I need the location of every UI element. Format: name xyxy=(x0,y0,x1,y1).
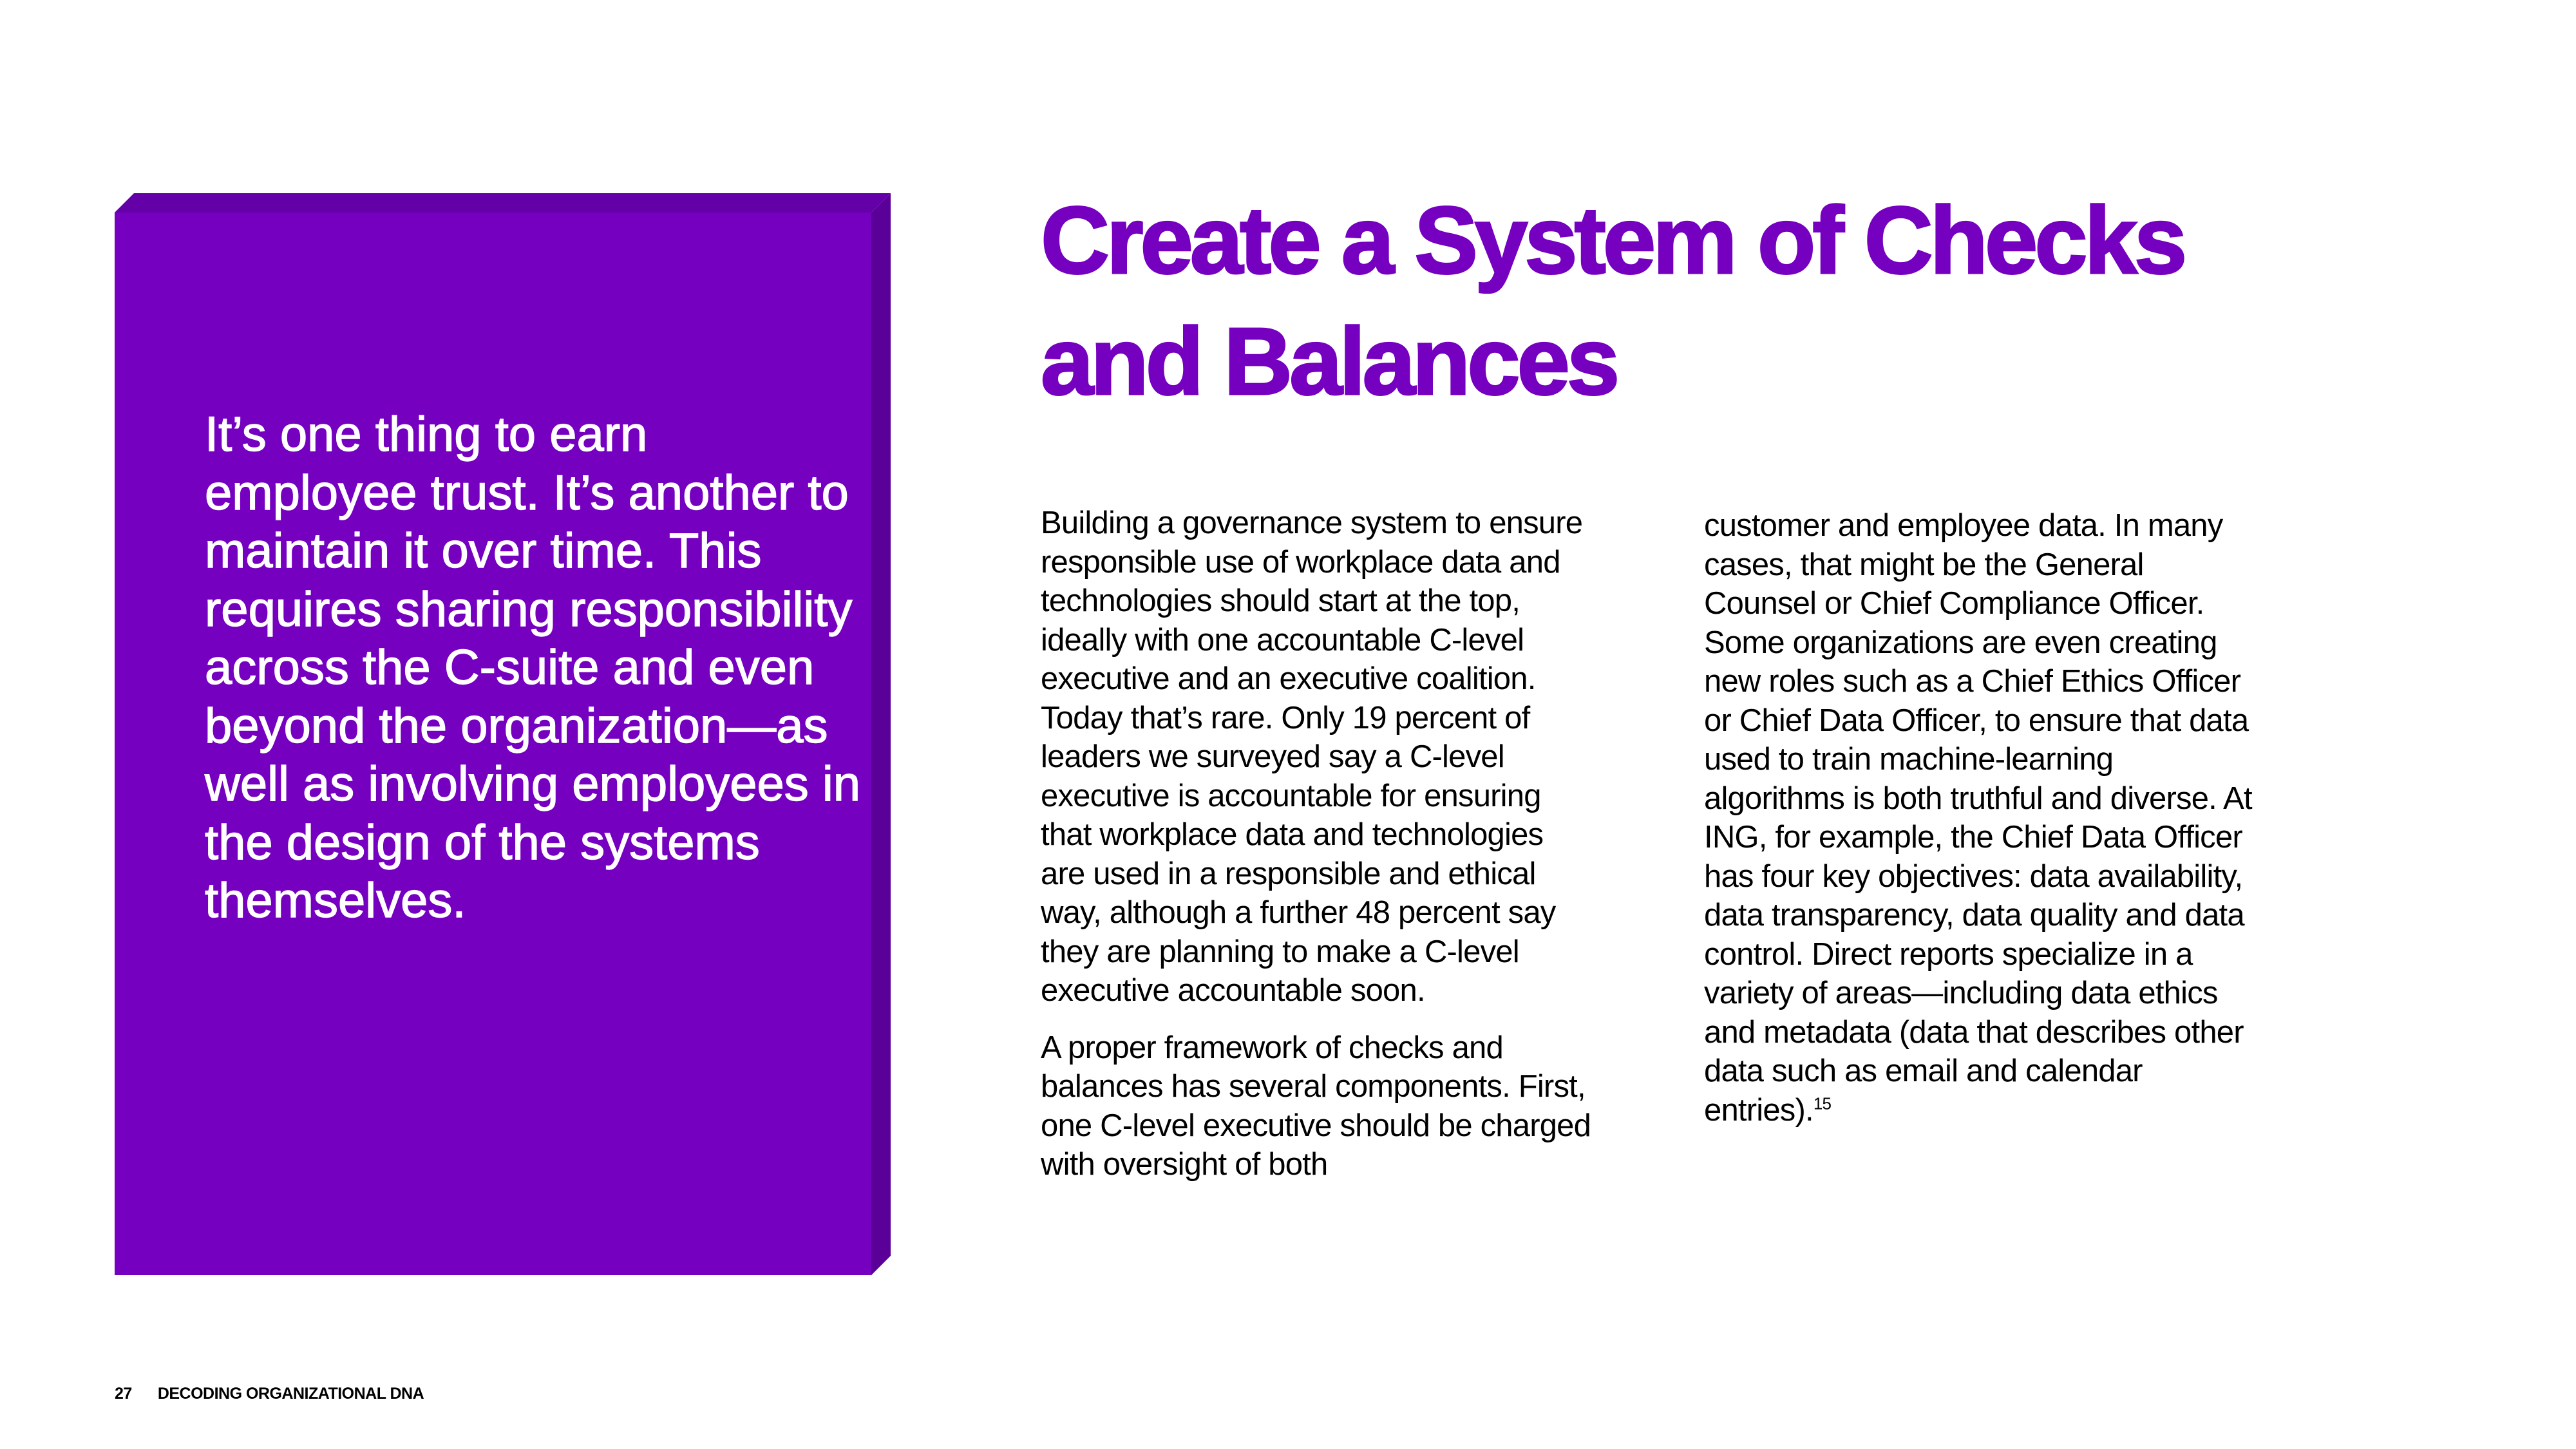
footer-section-title: DECODING ORGANIZATIONAL DNA xyxy=(157,1385,424,1403)
page-number: 27 xyxy=(115,1385,132,1403)
footnote-reference[interactable]: 15 xyxy=(1813,1094,1832,1113)
page-title xyxy=(1041,180,2458,422)
page-footer xyxy=(115,1385,424,1403)
quote-box-top-edge xyxy=(115,193,891,213)
body-column-right xyxy=(1704,506,2258,1130)
body-paragraph-1: Building a governance system to ensure responsible use of workplace data and technologies should start at the top, ideally with one accountable C-level executive and an executive coalition. Today that’s rare. Only 19 percent of leaders we surveyed say a C-level executive is accountable for ensuring that workplace data and technologies are used in a responsible and ethical way, although a further 48 percent say they are planning to make a C-level executive accountable soon. xyxy=(1041,506,1583,1008)
quote-box-side-edge xyxy=(871,193,891,1275)
quote-box xyxy=(115,193,891,1275)
page-title-line-2: and Balances xyxy=(1041,308,1617,415)
page-title-line-1: Create a System of Checks xyxy=(1041,187,2184,294)
body-paragraph-2: A proper framework of checks and balances has several components. First, one C-level executive should be charged with oversight of both xyxy=(1041,1030,1591,1182)
body-paragraph-3 xyxy=(1704,506,2258,1130)
pull-quote: It’s one thing to earn employee trust. It’s another to maintain it over time. This requires sharing responsibility across the C-suite and even beyond the organization—as well as involving employees in the design of the systems themselves. xyxy=(205,407,861,928)
body-column-left xyxy=(1041,504,1595,1184)
body-paragraph-3-text: customer and employee data. In many cases, that might be the General Counsel or Chief Compliance Officer. Some organizations are even creating new roles such as a Chief Ethics Officer or Chief Data Officer, to ensure that data used to train machine-learning algorithms is both truthful and diverse. At ING, for example, the Chief Data Officer has four key objectives: data availability, data transparency, data quality and data control. Direct reports specialize in a variety of areas—including data ethics and metadata (data that describes other data such as email and calendar entries). xyxy=(1704,508,2252,1128)
